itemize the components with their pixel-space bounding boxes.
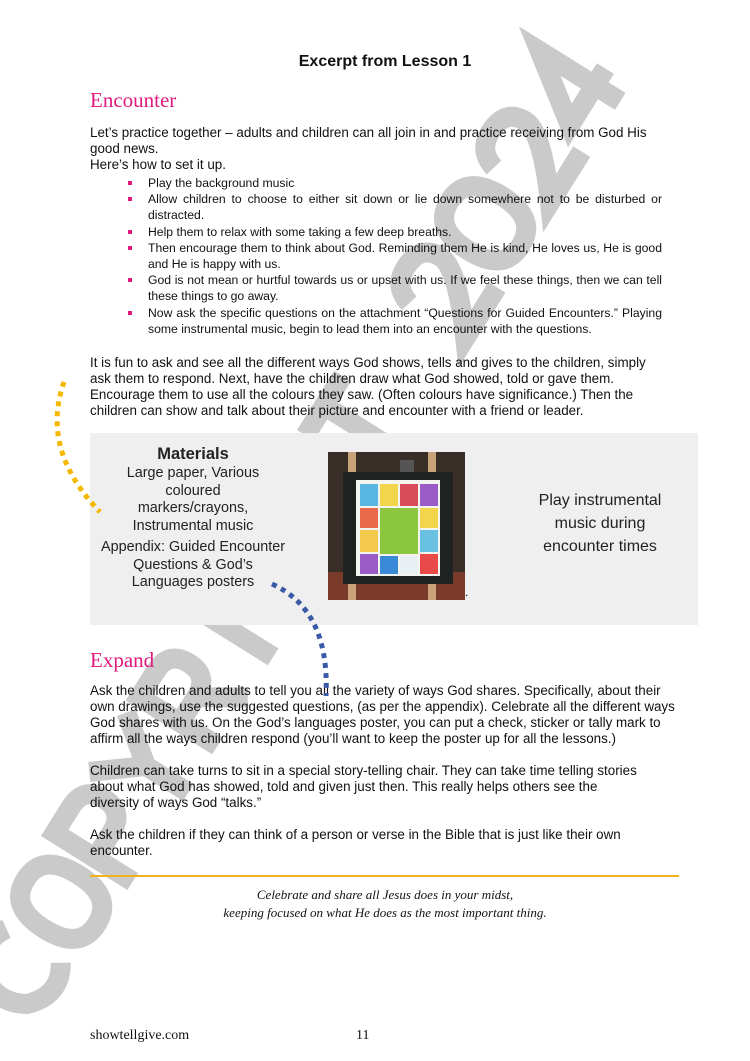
materials-box: [90, 433, 698, 625]
materials-items: Large paper, Various coloured markers/crayons, Instrumental music: [126, 465, 260, 534]
divider: [90, 875, 679, 877]
section-heading-encounter: Encounter: [90, 88, 177, 112]
list-item: Then encourage them to think about God. Reminding them He is kind, He loves us, He is good and He is happy with us.: [128, 240, 662, 272]
setup-text: Here’s how to set it up.: [90, 157, 226, 172]
expand-paragraph: Ask the children if they can think of a person or verse in the Bible that is just like their own encounter.: [90, 827, 621, 859]
materials-heading: Materials: [157, 445, 229, 464]
materials-list: [98, 445, 288, 592]
watermark-glyph: [0, 925, 67, 1018]
closing-quote: [90, 886, 680, 922]
expand-paragraph: Ask the children and adults to tell you all the variety of ways God shares. Specifically, about their own drawings, use the suggested questions, (as per the appendix). Celebrate all the different ways God shares with us. On the God’s languages poster, you can put a check, sticker or tally mark to affirm all the ways children respond (you’ll want to keep the poster up for all the lessons.): [90, 683, 675, 747]
footer-site: showtellgive.com: [90, 1028, 190, 1043]
list-item: Now ask the specific questions on the attachment “Questions for Guided Encounters.” Playing some instrumental music, begin to lead them into an encounter with the questions.: [128, 305, 662, 337]
photo-caption: .: [465, 585, 469, 600]
intro-text: Let’s practice together – adults and children can all join in and practice receiving from God His good news.: [90, 125, 647, 156]
intro-paragraph: [90, 125, 670, 173]
page-number: 11: [356, 1028, 370, 1043]
poster-photo: [328, 452, 465, 600]
list-item: Allow children to choose to either sit down or lie down somewhere not to be disturbed or distracted.: [128, 191, 662, 223]
list-item: Play the background music: [128, 175, 662, 191]
setup-list: [128, 175, 662, 337]
quote-line: Celebrate and share all Jesus does in your midst,: [256, 886, 514, 902]
quote-line: keeping focused on what He does as the most important thing.: [223, 904, 547, 920]
side-note: Play instrumental music during encounter times: [538, 492, 662, 556]
list-item: Help them to relax with some taking a few deep breaths.: [128, 224, 662, 240]
list-item: God is not mean or hurtful towards us or upset with us. If we feel these things, then we can tell these things to go away.: [128, 272, 662, 304]
expand-paragraph: Children can take turns to sit in a special story-telling chair. They can take time telling stories about what God has showed, told and given just then. This really helps others see the diversity of ways God “talks.”: [90, 763, 637, 811]
section-heading-expand: Expand: [90, 648, 155, 673]
page-title: Excerpt from Lesson 1: [298, 53, 472, 70]
materials-appendix: Appendix: Guided Encounter Questions & God’s Languages posters: [100, 539, 285, 591]
page-content: [90, 52, 680, 922]
encounter-paragraph: It is fun to ask and see all the different ways God shows, tells and gives to the children, simply ask them to respond. Next, have the children draw what God showed, told or gave them. Encourage them to use all the colours they saw. (Often colours have significance.) Then the children can show and talk about their picture and encounter with a friend or leader.: [90, 355, 646, 419]
